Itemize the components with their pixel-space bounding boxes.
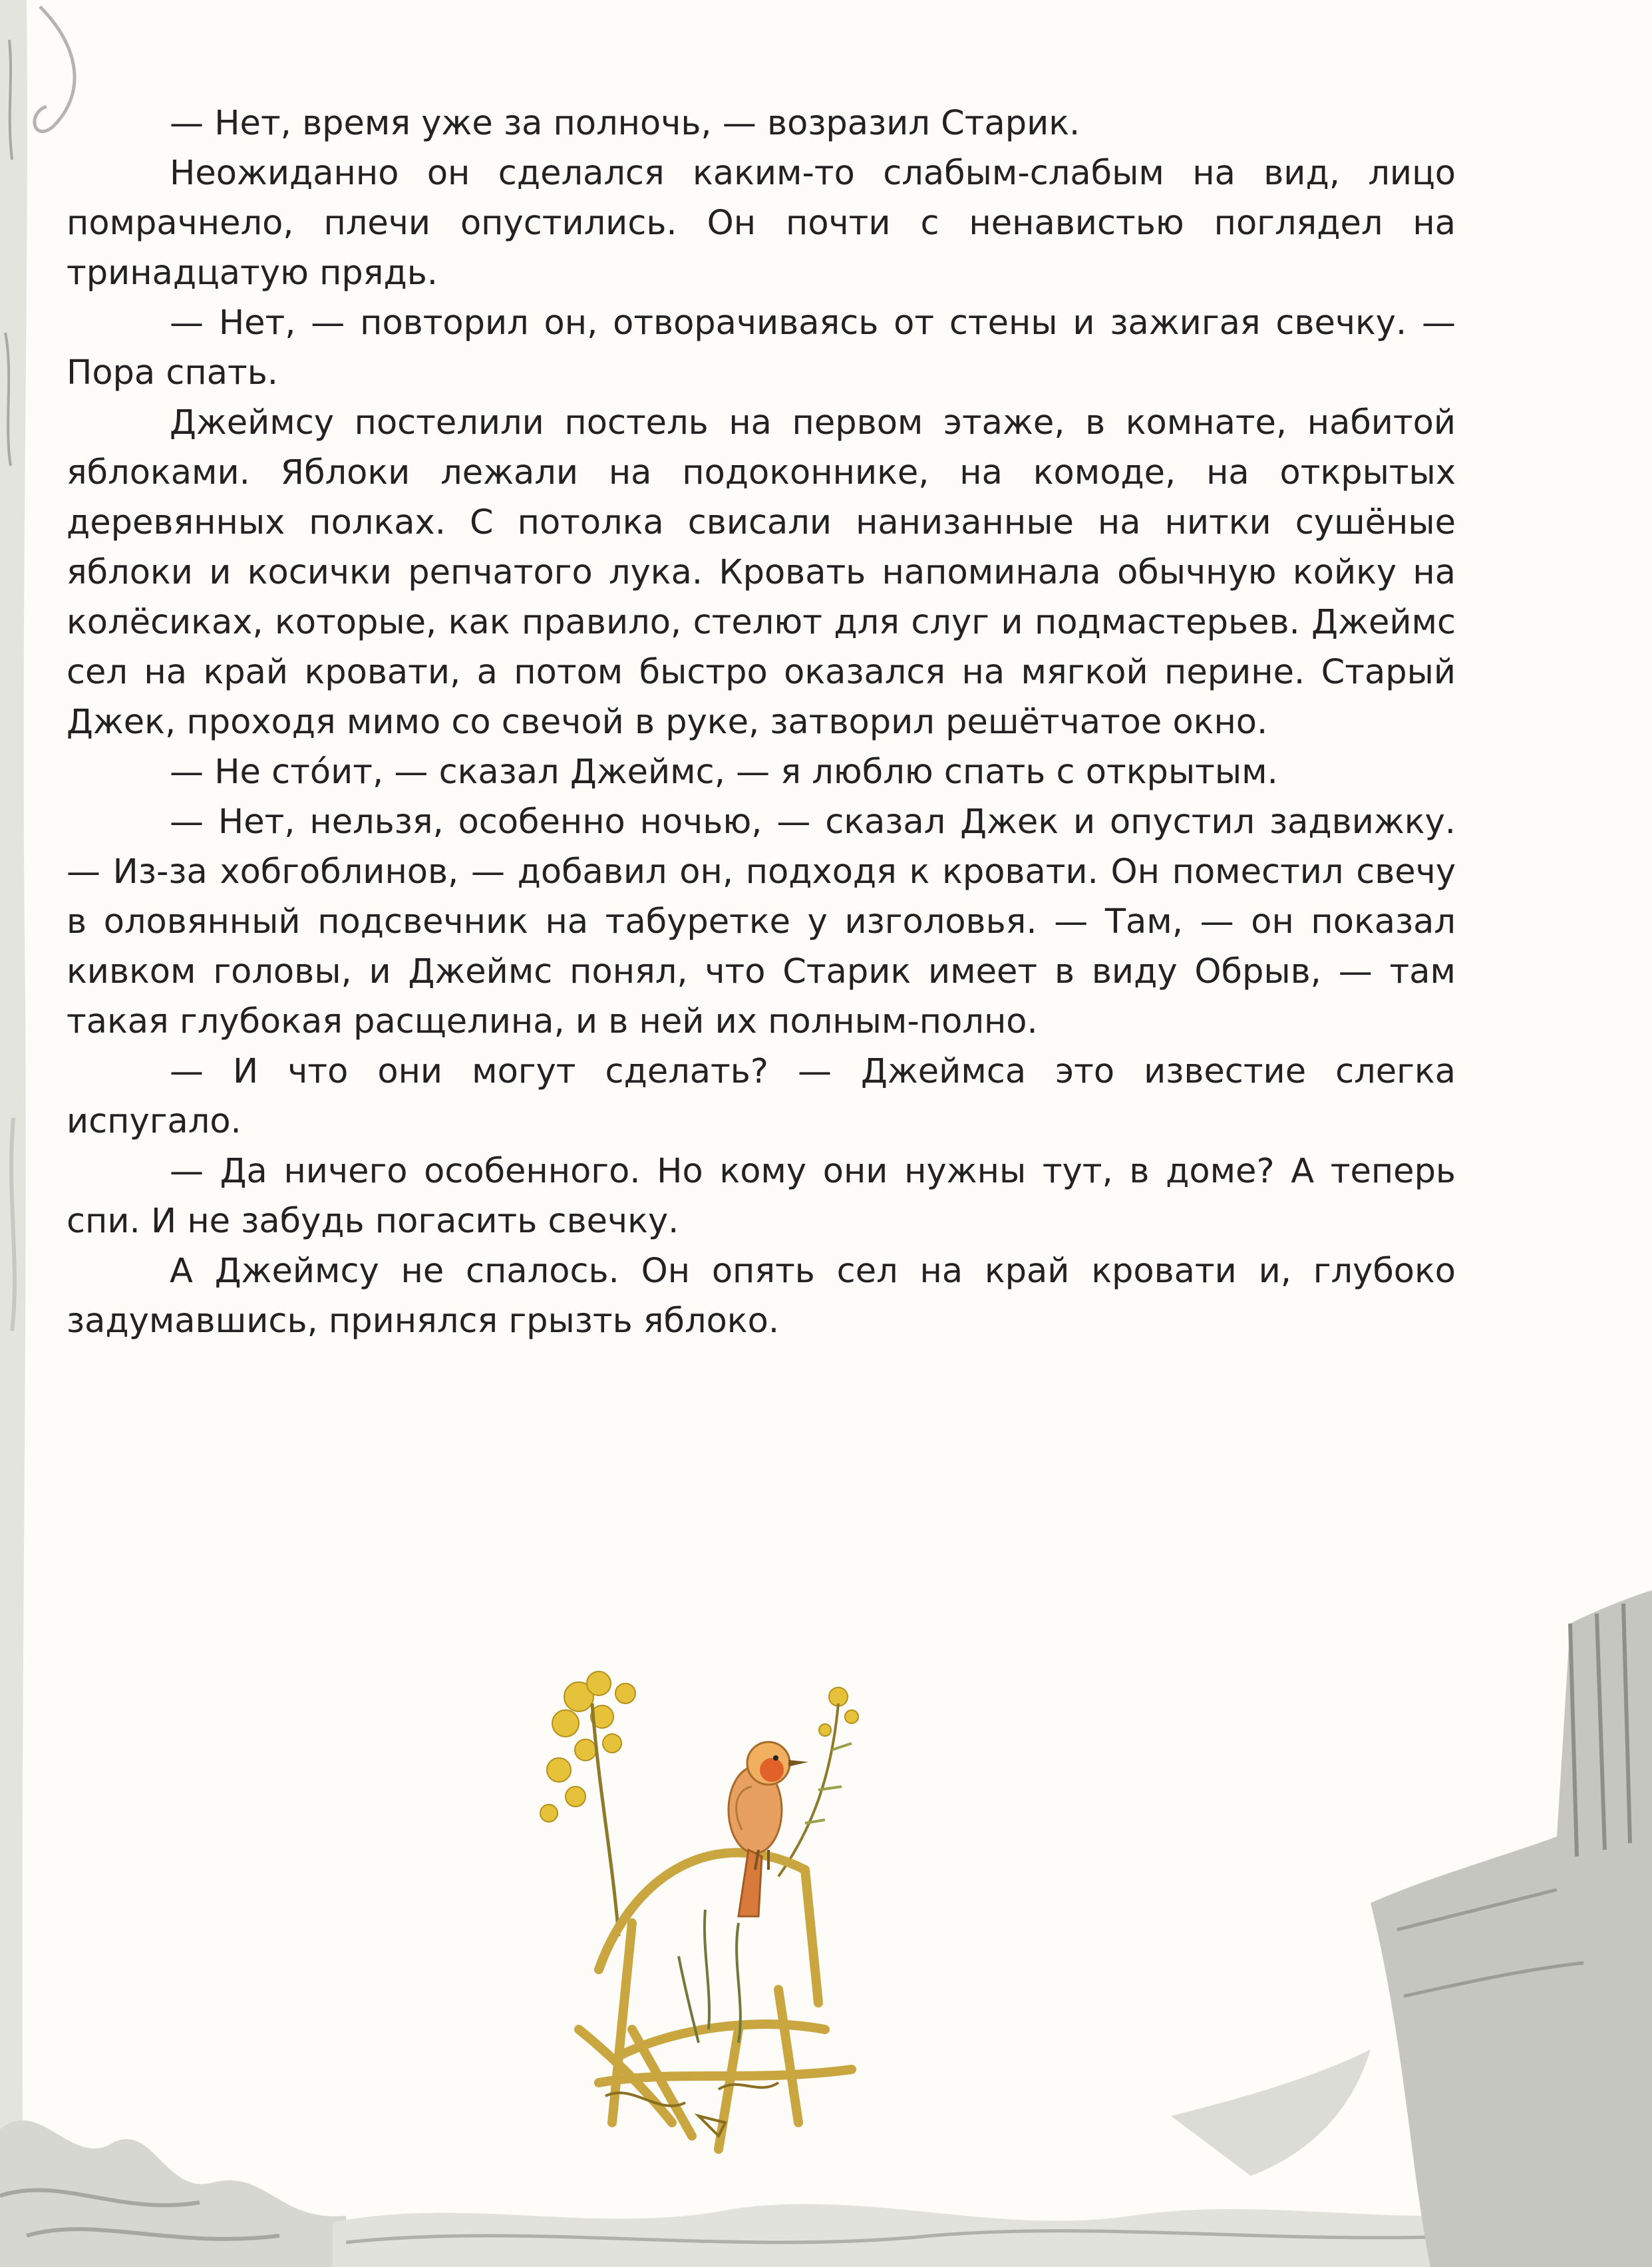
- bottom-frame-sketch: [333, 2196, 1652, 2267]
- paragraph: — Да ничего особенного. Но кому они нужны тут, в доме? А теперь спи. И не забудь погасить свечку.: [67, 1152, 1456, 1241]
- bird: [729, 1742, 808, 1916]
- paragraph: — Нет, время уже за полночь, — возразил Старик.: [170, 104, 1080, 143]
- paragraph: — Нет, — повторил он, отворачиваясь от стены и зажигая свечку. — Пора спать.: [67, 303, 1456, 393]
- yellow-flowers: [540, 1671, 635, 1822]
- bottom-left-foliage: [0, 2121, 346, 2267]
- paragraph: — Не сто́ит, — сказал Джеймс, — я люблю спать с открытым.: [170, 753, 1278, 792]
- paragraph: Джеймсу постелили постель на первом этаже, в комнате, набитой яблоками. Яблоки лежали на подоконнике, на комоде, на открытых деревянных полках. С потолка свисали нанизанные на нитки сушёные яблоки и косички репчатого лука. Кровать напоминала обычную койку на колёсиках, которые, как правило, стелют для слуг и подмастерьев. Джеймс сел на край кровати, а потом быстро оказался на мягкой перине. Старый Джек, проходя мимо со свечой в руке, затворил решётчатое окно.: [67, 403, 1456, 742]
- left-frame-sketch: [0, 0, 27, 2267]
- paragraph: — И что они могут сделать? — Джеймса это известие слегка испугало.: [67, 1052, 1456, 1141]
- bottom-right-wood: [1371, 1590, 1652, 2267]
- paragraph: Неожиданно он сделался каким-то слабым-слабым на вид, лицо помрачнело, плечи опустились. Он почти с ненавистью поглядел на тринадцатую прядь.: [67, 154, 1456, 293]
- bird-on-twigs-illustration: [539, 1657, 885, 2163]
- twig-frame: [579, 1852, 852, 2149]
- story-text: [67, 98, 1456, 1346]
- paragraph: — Нет, нельзя, особенно ночью, — сказал Джек и опустил задвижку. — Из-за хобгоблинов, — добавил он, подходя к кровати. Он поместил свечу в оловянный подсвечник на табуретке у изголовья. — Там, — он показал кивком головы, и Джеймс понял, что Старик имеет в виду Обрыв, — там такая глубокая расщелина, и в ней их полным-полно.: [67, 802, 1456, 1041]
- paragraph: А Джеймсу не спалось. Он опять сел на край кровати и, глубоко задумавшись, принялся грызть яблоко.: [67, 1252, 1456, 1341]
